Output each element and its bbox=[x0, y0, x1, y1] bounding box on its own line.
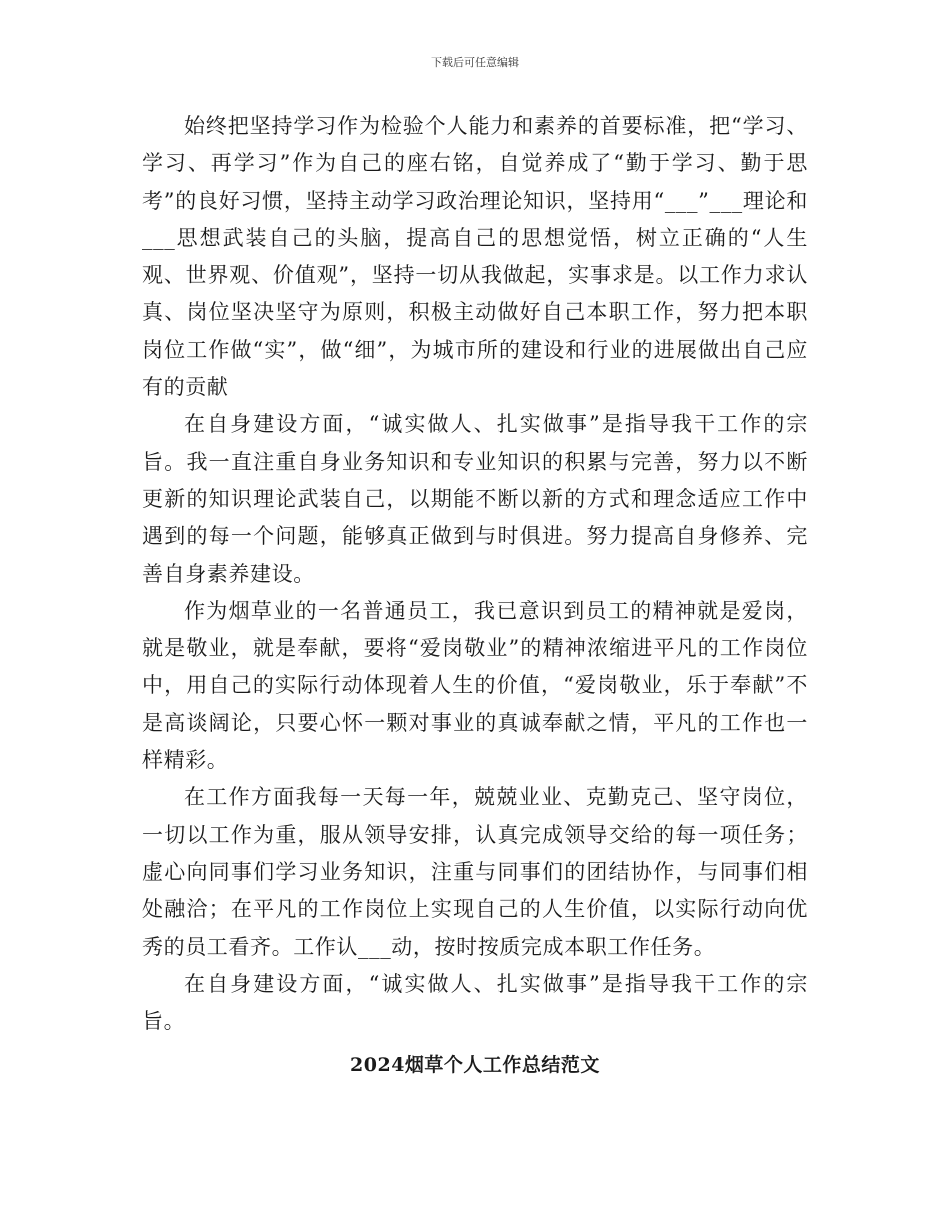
paragraph-study: 始终把坚持学习作为检验个人能力和素养的首要标准，把“学习、学习、再学习”作为自己的座右铭，自觉养成了“勤于学习、勤于思考”的良好习惯，坚持主动学习政治理论知识，坚持用“___”___理论和___思想武装自己的头脑，提高自己的思想觉悟，树立正确的“人生观、世界观、价值观”，坚持一切从我做起，实事求是。以工作力求认真、岗位坚决坚守为原则，积极主动做好自己本职工作，努力把本职岗位工作做“实”，做“细”，为城市所的建设和行业的进展做出自己应有的贡献 bbox=[142, 114, 808, 400]
page-header-note: 下载后可任意编辑 bbox=[431, 56, 519, 69]
paragraph-dedication: 作为烟草业的一名普通员工，我已意识到员工的精神就是爱岗，就是敬业，就是奉献，要将“爱岗敬业”的精神浓缩进平凡的工作岗位中，用自己的实际行动体现着人生的价值，“爱岗敬业，乐于奉献”不是高谈阔论，只要心怀一颗对事业的真诚奉献之情，平凡的工作也一样精彩。 bbox=[142, 598, 808, 773]
paragraph-self-building: 在自身建设方面，“诚实做人、扎实做事”是指导我干工作的宗旨。我一直注重自身业务知识和专业知识的积累与完善，努力以不断更新的知识理论武装自己，以期能不断以新的方式和理念适应工作中遇到的每一个问题，能够真正做到与时俱进。努力提高自身修养、完善自身素养建设。 bbox=[142, 412, 808, 586]
document-title: 2024烟草个人工作总结范文 bbox=[350, 1054, 600, 1076]
paragraph-self-building-repeat: 在自身建设方面，“诚实做人、扎实做事”是指导我干工作的宗旨。 bbox=[142, 971, 808, 1034]
paragraph-work: 在工作方面我每一天每一年，兢兢业业、克勤克己、坚守岗位，一切以工作为重，服从领导安排，认真完成领导交给的每一项任务；虚心向同事们学习业务知识，注重与同事们的团结协作，与同事们相处融洽；在平凡的工作岗位上实现自己的人生价值，以实际行动向优秀的员工看齐。工作认___动，按时按质完成本职工作任务。 bbox=[142, 785, 808, 959]
document-body bbox=[142, 108, 808, 1040]
